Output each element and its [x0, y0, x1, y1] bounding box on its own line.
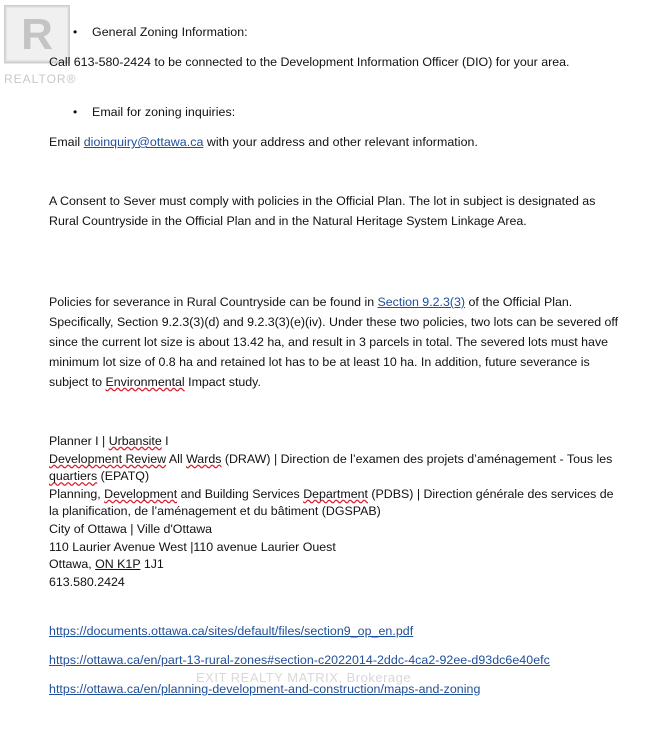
general-zoning-heading: General Zoning Information: [92, 25, 248, 39]
signature-postal: Ottawa, ON K1P 1J1 [49, 557, 164, 572]
email-prefix: Email [49, 135, 84, 149]
bullet-icon: • [73, 105, 78, 119]
svg-text:R: R [21, 10, 53, 59]
email-paragraph [49, 132, 478, 152]
call-paragraph: Call 613-580-2424 to be connected to the Development Information Officer (DIO) for your area. [49, 55, 570, 69]
policies-env: Environmental [105, 375, 185, 389]
bullet-icon: • [73, 25, 78, 39]
email-heading: Email for zoning inquiries: [92, 105, 236, 119]
signature-department: Planning, Development and Building Services Department (PDBS) | Direction générale des services de la planification, de l’aménagement et du bâtiment (DGSPAB) [49, 486, 614, 519]
rural-zones-link[interactable]: https://ottawa.ca/en/part-13-rural-zones#section-c2022014-2ddc-4ca2-92ee-d93dc6e40efc [49, 653, 550, 667]
signature-phone: 613.580.2424 [49, 574, 125, 589]
email-link[interactable]: dioinquiry@ottawa.ca [83, 135, 204, 149]
section9-pdf-link[interactable]: https://documents.ottawa.ca/sites/default/files/section9_op_en.pdf [49, 624, 414, 638]
consent-paragraph: A Consent to Sever must comply with policies in the Official Plan. The lot in subject is designated as Rural Countryside in the Official Plan and in the Natural Heritage System Linkage Area. [49, 194, 596, 228]
realtor-logo-text: REALTOR® [4, 72, 77, 86]
signature-block [49, 433, 619, 591]
policies-mid: of the Official Plan. Specifically, Section 9.2.3(3)(d) and 9.2.3(3)(e)(iv). Under these two policies, two lots can be severed off since the current lot size is about 13.42 ha, and result in 3 parcels in total. The severed lots must have minimum lot size of 0.8 ha and retained lot has to be at least 10 ha. In addition, future severance is subject to [49, 295, 619, 389]
brokerage-watermark: EXIT REALTY MATRIX, Brokerage [196, 670, 412, 685]
maps-zoning-link[interactable]: https://ottawa.ca/en/planning-development-and-construction/maps-and-zoning [49, 682, 481, 696]
policies-prefix: Policies for severance in Rural Countryside can be found in [49, 295, 378, 309]
signature-address: 110 Laurier Avenue West |110 avenue Laurier Ouest [49, 539, 336, 554]
signature-title: Planner I | Urbansite I [49, 434, 169, 448]
policies-suffix: Impact study. [184, 375, 261, 389]
section-link[interactable]: Section 9.2.3(3) [377, 295, 466, 309]
email-suffix: with your address and other relevant information. [203, 135, 478, 149]
policies-paragraph [49, 292, 619, 392]
signature-city: City of Ottawa | Ville d'Ottawa [49, 521, 213, 536]
signature-division: Development Review All Wards (DRAW) | Direction de l’examen des projets d’aménagement - Tous les quartiers (EPATQ) [49, 451, 613, 484]
